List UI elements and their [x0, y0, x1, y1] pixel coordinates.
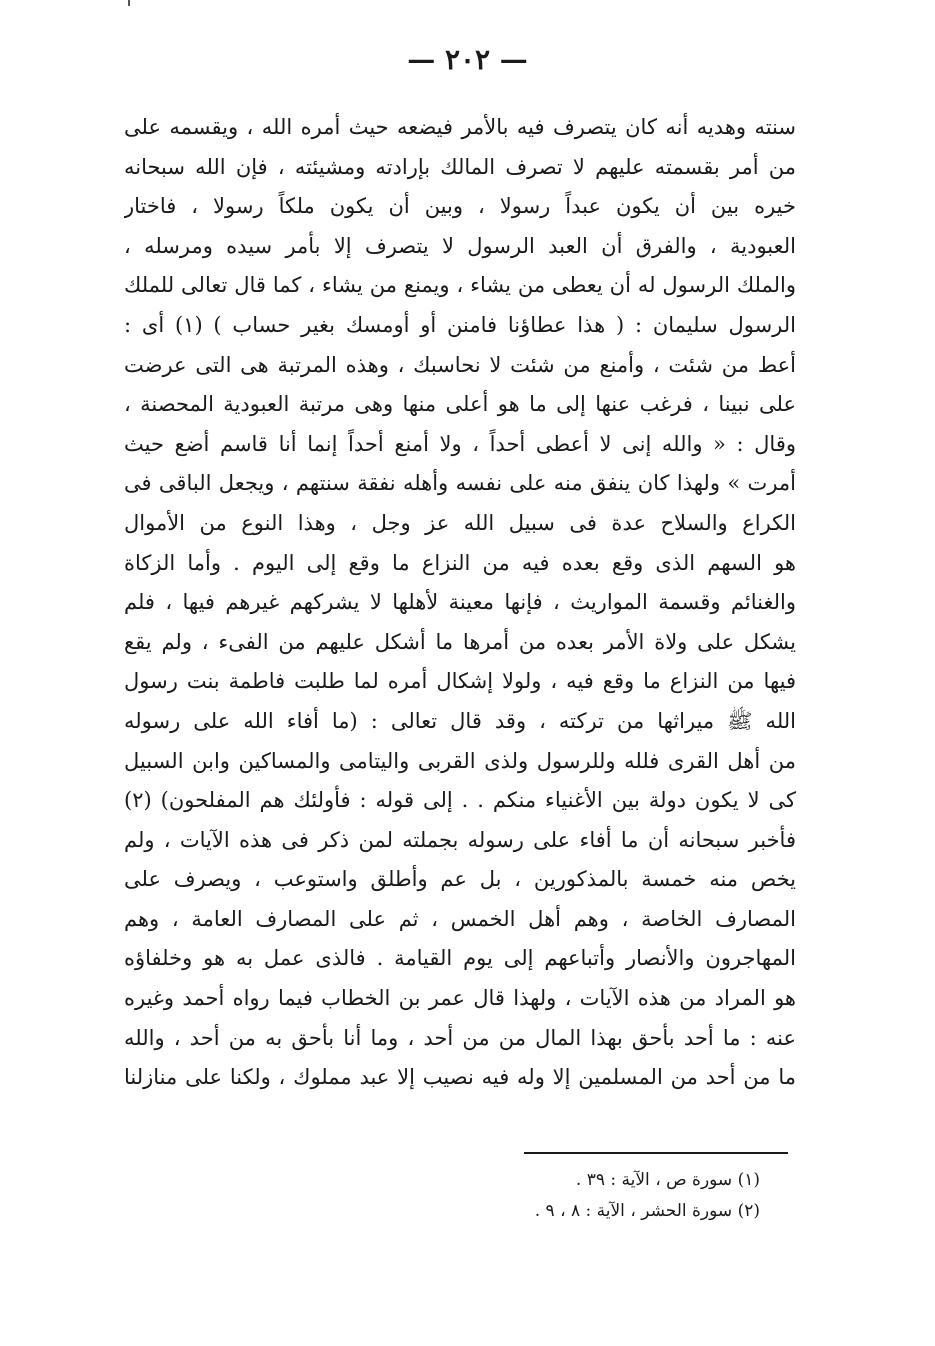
- text-line: العبودية ، والفرق أن العبد الرسول لا يتصرف إلا بأمر سيده ومرسله ،: [124, 233, 796, 258]
- text-line: من أمر بقسمته عليهم لا تصرف المالك بإرادته ومشيئته ، فإن الله سبحانه: [124, 154, 796, 179]
- text-line: يخص منه خمسة بالمذكورين ، بل عم وأطلق واستوعب ، ويصرف على: [124, 867, 796, 892]
- text-line: الكراع والسلاح عدة فى سبيل الله عز وجل ، وهذا النوع من الأموال: [124, 510, 796, 535]
- text-line: على نبينا ، فرغب عنها إلى ما هو أعلى منها وهى مرتبة العبودية المحصنة ،: [124, 392, 796, 417]
- text-line: الرسول سليمان : ( هذا عطاؤنا فامنن أو أومسك بغير حساب ) (١) أى :: [124, 312, 796, 337]
- footnote-2: (٢) سورة الحشر ، الآية : ٨ ، ٩ .: [534, 1201, 760, 1221]
- text-line: كى لا يكون دولة بين الأغنياء منكم . . إلى قوله : فأولئك هم المفلحون) (٢): [124, 788, 796, 813]
- text-line: فأخبر سبحانه أن ما أفاء على رسوله بجملته لمن ذكر فى هذه الآيات ، ولم: [124, 827, 796, 852]
- text-line: والملك الرسول له أن يعطى من يشاء ، ويمنع من يشاء ، كما قال تعالى للملك: [124, 273, 796, 298]
- text-line: وقال : « والله إنى لا أعطى أحداً ، ولا أمنع أحداً إنما أنا قاسم أضع حيث: [124, 431, 796, 456]
- text-line: خيره بين أن يكون عبداً رسولا ، وبين أن يكون ملكاً رسولا ، فاختار: [124, 194, 796, 219]
- text-line: من أهل القرى فلله وللرسول ولذى القربى واليتامى والمساكين وابن السبيل: [124, 748, 796, 773]
- text-line: يشكل على ولاة الأمر بعده من أمرها ما أشكل عليهم من الفىء ، ولم يقع: [124, 629, 796, 654]
- text-line: المهاجرون والأنصار وأتباعهم إلى يوم القيامة . فالذى عمل به هو وخلفاؤه: [124, 946, 796, 971]
- footnote-1: (١) سورة ص ، الآية : ٣٩ .: [575, 1170, 760, 1190]
- text-line: هو المراد من هذه الآيات ، ولهذا قال عمر بن الخطاب فيما رواه أحمد وغيره: [124, 986, 796, 1011]
- text-line: والغنائم وقسمة المواريث ، فإنها معينة لأهلها لا يشركهم غيرهم فيها ، فلم: [124, 590, 796, 615]
- text-line: أعط من شئت ، وأمنع من شئت لا نحاسبك ، وهذه المرتبة هى التى عرضت: [124, 352, 796, 377]
- text-line: عنه : ما أحد بأحق بهذا المال من من أحد ، وما أنا بأحق به من أحد ، والله: [124, 1025, 796, 1050]
- text-line: سنته وهديه أنه كان يتصرف فيه بالأمر فيضعه حيث أمره الله ، ويقسمه على: [124, 115, 796, 139]
- page-number: — ٢٠٢ —: [407, 43, 528, 76]
- scan-mark: [128, 0, 130, 6]
- text-line: الله ﷺ ميراثها من تركته ، وقد قال تعالى : (ما أفاء الله على رسوله: [124, 708, 796, 733]
- footnotes: [380, 1165, 760, 1227]
- body-text: [124, 108, 796, 1098]
- text-line: المصارف الخاصة ، وهم أهل الخمس ، ثم على المصارف العامة ، وهم: [124, 906, 796, 931]
- text-line: هو السهم الذى وقع بعده فيه من النزاع ما وقع إلى اليوم . وأما الزكاة: [124, 550, 796, 575]
- text-line: فيها من النزاع ما وقع فيه ، ولولا إشكال أمره لما طلبت فاطمة بنت رسول: [124, 669, 796, 694]
- text-line: أمرت » ولهذا كان ينفق منه على نفسه وأهله نفقة سنتهم ، ويجعل الباقى فى: [124, 471, 796, 496]
- text-line: ما من أحد من المسلمين إلا وله فيه نصيب إلا عبد مملوك ، ولكنا على منازلنا: [124, 1065, 796, 1090]
- footnote-divider: [524, 1152, 788, 1154]
